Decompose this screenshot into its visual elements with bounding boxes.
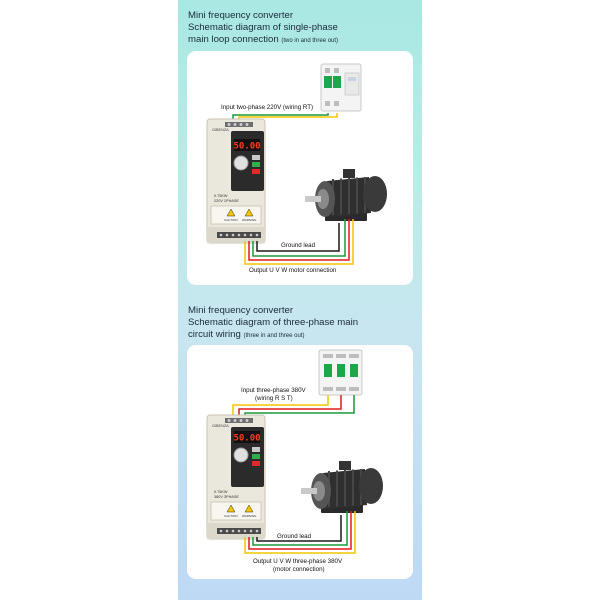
section1-heading	[188, 10, 338, 47]
svg-text:0.75KW: 0.75KW	[214, 194, 228, 198]
section1-title-line1: Mini frequency converter	[188, 10, 294, 21]
svg-text:WARNING: WARNING	[242, 514, 257, 518]
inverter-device-icon	[207, 119, 265, 243]
section2-heading	[188, 305, 358, 342]
svg-text:220V 1PHASE: 220V 1PHASE	[214, 199, 239, 203]
section2-title-line1: Mini frequency converter	[188, 305, 294, 316]
svg-text:CAUTION: CAUTION	[224, 218, 238, 222]
section2-title-line2: Schematic diagram of three-phase main	[188, 317, 359, 328]
wiring-diagram-card-2	[187, 345, 413, 579]
electric-motor-icon	[305, 169, 387, 221]
svg-text:50.00: 50.00	[233, 141, 261, 152]
section2-title-note: (three in and three out)	[243, 333, 305, 339]
svg-text:GIBENZA: GIBENZA	[212, 128, 229, 132]
section2-title-line3: circuit wiring	[188, 329, 241, 340]
wiring-diagram-card-1	[187, 51, 413, 285]
input-two-phase-label: Input two-phase 220V (wiring RT)	[221, 104, 314, 111]
section1-title-line2: Schematic diagram of single-phase	[188, 22, 338, 33]
section2-title-line3-wrap	[188, 329, 358, 342]
ground-lead-label-1: Ground lead	[281, 242, 316, 249]
svg-text:0.75KW: 0.75KW	[214, 490, 228, 494]
svg-text:WARNING: WARNING	[242, 218, 257, 222]
svg-text:GIBENZA: GIBENZA	[212, 424, 229, 428]
output-uvw-label-2-line1: Output U V W three-phase 380V	[253, 558, 343, 565]
three-phase-wiring-diagram	[187, 345, 413, 579]
electric-motor-icon-2	[301, 461, 383, 513]
input-three-phase-label-line1: Input three-phase 380V	[241, 387, 306, 394]
output-uvw-label-2-line2: (motor connection)	[273, 566, 325, 573]
svg-text:50.00: 50.00	[233, 433, 261, 444]
breaker-3-pole-icon	[319, 350, 362, 395]
breaker-2-pole-icon	[321, 64, 361, 111]
ground-lead-label-2: Ground lead	[277, 533, 312, 540]
output-uvw-label-1: Output U V W motor connection	[249, 267, 337, 274]
svg-text:380V 3PHASE: 380V 3PHASE	[214, 495, 239, 499]
input-three-phase-label-line2: (wiring R S T)	[255, 395, 293, 402]
single-phase-wiring-diagram	[187, 51, 413, 285]
section1-title-line3-wrap	[188, 34, 338, 47]
svg-text:CAUTION: CAUTION	[224, 514, 238, 518]
section1-title-note: (two in and three out)	[281, 38, 339, 44]
section1-title-line3: main loop connection	[188, 34, 279, 45]
poster-background	[178, 0, 422, 600]
